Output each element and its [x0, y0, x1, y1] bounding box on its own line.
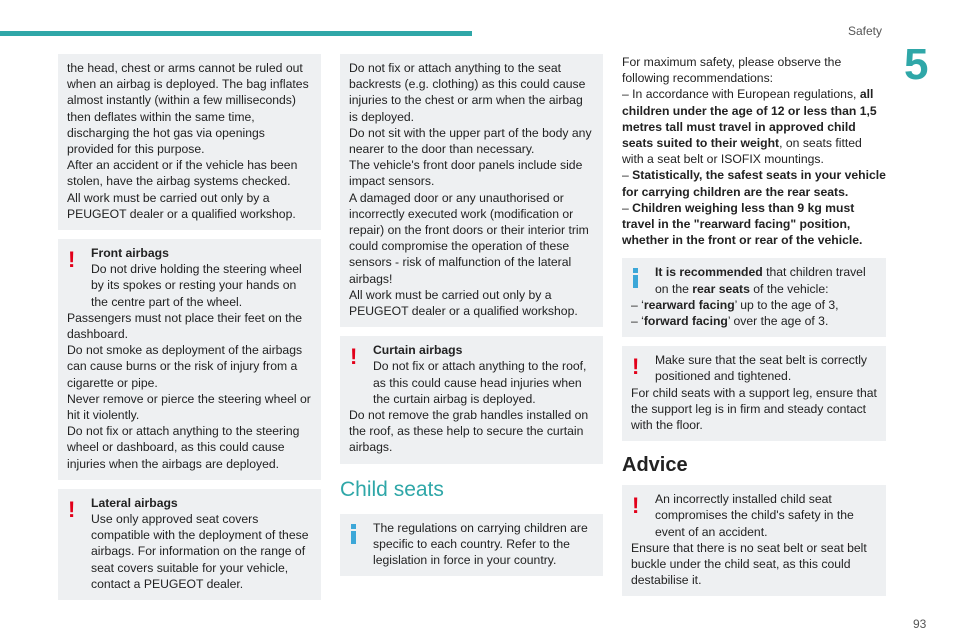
info-icon	[632, 268, 640, 288]
seat-door-info-box	[340, 54, 603, 327]
advice-warning	[622, 485, 886, 596]
curtain-airbags-warning	[340, 336, 603, 463]
paragraph: All work must be carried out only by a PEUGEOT dealer or a qualified workshop.	[349, 287, 578, 319]
recommendation-1: – In accordance with European regulations, all children under the age of 12 or less than 1,5 metres tall must travel in approved child seats suited to their weight, on seats fitted with a seat belt or ISOFIX mountings.	[622, 87, 877, 167]
column-3	[622, 54, 886, 605]
paragraph: Ensure that there is no seat belt or seat belt buckle under the child seat, as this could destabilise it.	[631, 540, 867, 588]
recommendations	[622, 54, 886, 248]
paragraph: It is recommended that children travel on the rear seats of the vehicle:	[655, 265, 866, 296]
paragraph: the head, chest or arms cannot be ruled out when an airbag is deployed. The bag inflates almost instantly (within a few milliseconds) then deflates within the same time, discharging the hot gas via openings provided for this purpose.	[67, 61, 309, 157]
recommendation-2: – Statistically, the safest seats in your vehicle for carrying children are the rear seats.	[622, 168, 886, 199]
paragraph: All work must be carried out only by a PEUGEOT dealer or a qualified workshop.	[67, 190, 296, 221]
warning-title: Front airbags	[91, 246, 169, 261]
recommendation-3: – Children weighing less than 9 kg must travel in the "rearward facing" position, whether in the front or rear of the vehicle.	[622, 200, 863, 248]
header-accent-bar	[0, 31, 472, 36]
paragraph: The vehicle's front door panels include side impact sensors.	[349, 158, 583, 189]
front-airbags-warning	[58, 239, 321, 480]
paragraph: Use only approved seat covers compatible with the deployment of these airbags. For information on the range of seat covers suitable for your vehicle, contact a PEUGEOT dealer.	[91, 512, 309, 591]
seat-belt-warning	[622, 346, 886, 441]
paragraph: Do not remove the grab handles installed on the roof, as these help to secure the curtain airbags.	[349, 408, 589, 455]
paragraph: Do not fix or attach anything to the steering wheel or dashboard, as this could cause injuries when the airbags are deployed.	[67, 424, 300, 471]
column-2	[340, 54, 603, 585]
paragraph: Do not drive holding the steering wheel by its spokes or resting your hands on the centre part of the wheel.	[91, 262, 302, 309]
paragraph: Make sure that the seat belt is correctly positioned and tightened.	[655, 353, 868, 384]
paragraph: Passengers must not place their feet on the dashboard.	[67, 310, 303, 342]
paragraph: Do not fix or attach anything to the seat backrests (e.g. clothing) as this could cause injuries to the chest or arm when the airbag is deployed.	[349, 61, 586, 124]
warning-exclamation-icon: !	[68, 247, 76, 273]
paragraph: A damaged door or any unauthorised or incorrectly executed work (modification or repair) on the front doors or their interior trim could compromise the operation of these sensors - risk of malfunction of the lateral airbags!	[349, 190, 589, 286]
paragraph: An incorrectly installed child seat compromises the child's safety in the event of an accident.	[655, 492, 854, 539]
child-seats-heading: Child seats	[340, 477, 444, 501]
paragraph: Do not fix or attach anything to the roof, as this could cause head injuries when the curtain airbag is deployed.	[373, 359, 587, 406]
warning-exclamation-icon: !	[68, 496, 76, 522]
paragraph: Never remove or pierce the steering wheel or hit it violently.	[67, 391, 311, 423]
rear-seats-info-box	[622, 258, 886, 337]
warning-exclamation-icon: !	[350, 344, 358, 370]
section-title: Safety	[848, 24, 883, 38]
paragraph: Do not sit with the upper part of the body any nearer to the door than necessary.	[349, 125, 592, 157]
list-item: – ‘rearward facing’ up to the age of 3,	[631, 297, 839, 312]
advice-heading: Advice	[622, 454, 688, 477]
airbag-info-box	[58, 54, 321, 230]
warning-exclamation-icon: !	[632, 493, 640, 519]
paragraph: The regulations on carrying children are specific to each country. Refer to the legislation in force in your country.	[373, 520, 588, 568]
paragraph: For child seats with a support leg, ensure that the support leg is in firm and steady contact with the floor.	[631, 385, 877, 433]
warning-title: Curtain airbags	[373, 343, 463, 358]
warning-title: Lateral airbags	[91, 495, 178, 510]
regulations-info-box	[340, 514, 603, 577]
lateral-airbags-warning	[58, 489, 321, 600]
list-item: – ‘forward facing’ over the age of 3.	[631, 314, 829, 329]
paragraph: Do not smoke as deployment of the airbags can cause burns or the risk of injury from a cigarette or pipe.	[67, 343, 303, 390]
warning-exclamation-icon: !	[632, 354, 640, 380]
column-1	[58, 54, 321, 609]
info-icon	[350, 524, 358, 544]
page-number: 93	[913, 617, 927, 631]
paragraph: After an accident or if the vehicle has been stolen, have the airbag systems checked.	[67, 158, 298, 189]
chapter-number: 5	[904, 40, 929, 89]
paragraph: For maximum safety, please observe the following recommendations:	[622, 55, 842, 86]
